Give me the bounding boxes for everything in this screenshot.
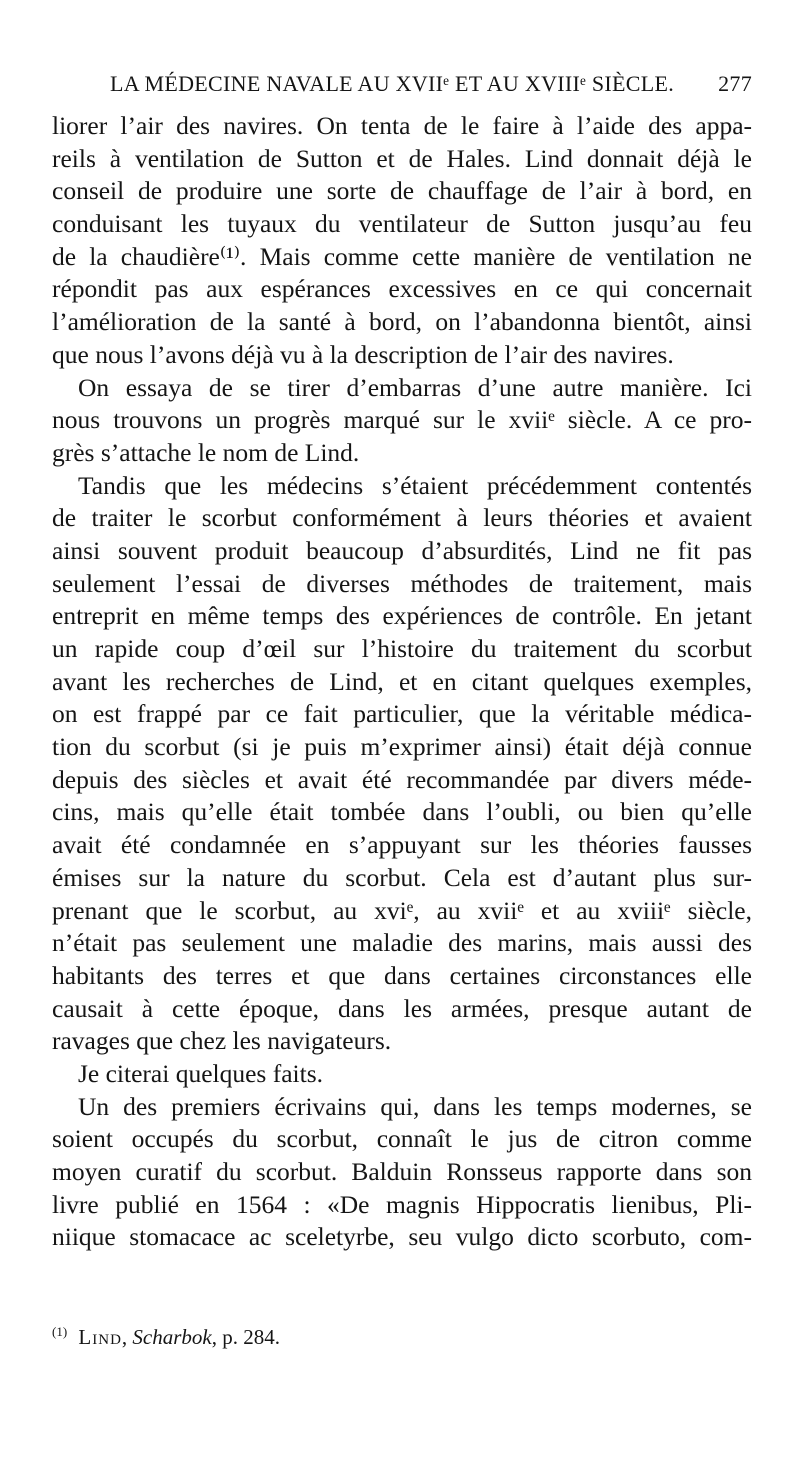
footnote-page: p. 284.: [222, 1325, 280, 1349]
text-line: tion du scorbut (si je puis m’exprimer ainsi) était déjà connue: [52, 732, 752, 762]
text-line: de la chaudière⁽¹⁾. Mais comme cette manière de ventilation ne: [52, 241, 752, 271]
text-line: Un des premiers écrivains qui, dans les temps modernes, se: [78, 1091, 752, 1121]
header-title: LA MÉDECINE NAVALE AU XVIIᵉ ET AU XVIIIᵉ SIÈCLE.: [110, 71, 675, 96]
text-line: Tandis que les médecins s’étaient précédemment contentés: [78, 470, 752, 500]
text-line: prenant que le scorbut, au xviᵉ, au xviiᵉ et au xviiiᵉ siècle,: [52, 895, 752, 925]
text-line: l’amélioration de la santé à bord, on l’abandonna bientôt, ainsi: [52, 307, 752, 337]
footnote-work: Scharbok: [132, 1325, 212, 1349]
text-line: seulement l’essai de diverses méthodes de traitement, mais: [52, 568, 752, 598]
text-line: nous trouvons un progrès marqué sur le xviiᵉ siècle. A ce pro-: [52, 405, 752, 435]
text-line: depuis des siècles et avait été recommandée par divers méde-: [52, 764, 752, 794]
text-line: causait à cette époque, dans les armées, presque autant de: [52, 993, 752, 1023]
text-line: conduisant les tuyaux du ventilateur de Sutton jusqu’au feu: [52, 209, 752, 239]
text-line: on est frappé par ce fait particulier, que la véritable médica-: [52, 699, 752, 729]
text-line: un rapide coup d’œil sur l’histoire du traitement du scorbut: [52, 634, 752, 663]
body-text: [52, 110, 752, 1254]
text-line: ravages que chez les navigateurs.: [52, 1026, 392, 1056]
text-line: conseil de produire une sorte de chauffage de l’air à bord, en: [52, 176, 752, 206]
text-line: soient occupés du scorbut, connaît le jus de citron comme: [52, 1124, 752, 1154]
text-line: répondit pas aux espérances excessives en ce qui concernait: [52, 274, 752, 304]
text-line: On essaya de se tirer d’embarras d’une autre manière. Ici: [78, 372, 752, 402]
text-line: liorer l’air des navires. On tenta de le faire à l’aide des appa-: [52, 111, 752, 140]
text-line: reils à ventilation de Sutton et de Hales. Lind donnait déjà le: [52, 143, 752, 173]
text-line: livre publié en 1564 : «De magnis Hippocratis lienibus, Pli-: [52, 1189, 752, 1219]
text-line: n’était pas seulement une maladie des marins, mais aussi des: [52, 928, 752, 958]
page-number: 277: [718, 71, 752, 96]
text-line: avant les recherches de Lind, et en citant quelques exemples,: [52, 666, 752, 696]
text-line: que nous l’avons déjà vu à la description de l’air des navires.: [52, 339, 674, 369]
footnote-author: Lind: [78, 1325, 122, 1349]
text-line: grès s’attache le nom de Lind.: [52, 437, 360, 467]
text-line: cins, mais qu’elle était tombée dans l’oubli, ou bien qu’elle: [52, 797, 752, 827]
footnote: $^{(1)}$ Lind, Scharbok, p. 284.: [52, 1324, 280, 1349]
page: [52, 66, 752, 1254]
text-line: niique stomacace ac sceletyrbe, seu vulgo dicto scorbuto, com-: [52, 1222, 752, 1252]
text-line: Je citerai quelques faits.: [78, 1058, 323, 1088]
text-line: ainsi souvent produit beaucoup d’absurdités, Lind ne fit pas: [52, 535, 752, 565]
running-header: [52, 66, 752, 102]
text-line: avait été condamnée en s’appuyant sur les théories fausses: [52, 830, 752, 860]
text-line: habitants des terres et que dans certaines circonstances elle: [52, 960, 752, 990]
text-line: moyen curatif du scorbut. Balduin Ronsseus rapporte dans son: [52, 1157, 752, 1186]
text-line: entreprit en même temps des expériences de contrôle. En jetant: [52, 601, 752, 631]
text-line: de traiter le scorbut conformément à leurs théories et avaient: [52, 503, 752, 533]
text-line: émises sur la nature du scorbut. Cela est d’autant plus sur-: [52, 862, 752, 892]
footnote-marker: (1): [52, 1324, 68, 1339]
